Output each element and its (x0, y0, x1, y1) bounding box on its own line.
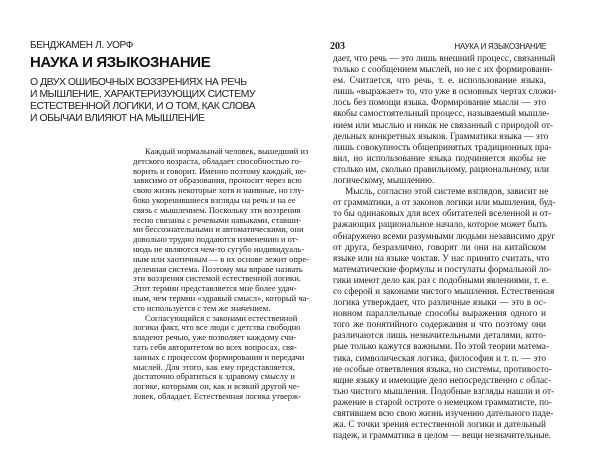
text-line: со сферой и законами чистого мышления. Естественная (333, 286, 555, 297)
text-line: то бы одинаковых для всех обитателей вселенной и от- (333, 209, 552, 220)
text-line: Согласующийся с законами естественной (145, 312, 298, 323)
text-line: сто используется с тем же значением. (133, 302, 271, 313)
subtitle-line: О ДВУХ ОШИБОЧНЫХ ВОЗЗРЕНИЯХ НА РЕЧЬ (30, 77, 247, 88)
text-line: лось без помощи языка. Формирование мысли — это (333, 98, 546, 109)
text-line: владеют речью, уже позволяет каждому счи- (133, 332, 297, 343)
text-line: нием или мыслью и никак не связанный с природой от- (333, 120, 554, 131)
subtitle-line: ЕСТЕСТВЕННОЙ ЛОГИКИ, И О ТОМ, КАК СЛОВА (30, 101, 256, 112)
text-line: не особые ответвления языка, но системы, противосто- (333, 364, 552, 375)
text-line: столько им, сколько правильному, рациональному, или (333, 164, 550, 175)
text-line: логики факт, что все люди с детства свободно (133, 322, 301, 333)
text-line: тесно связаны с речевыми навыками, ставши- (133, 214, 302, 225)
text-line: достаточно обратиться к здравому смыслу и (133, 371, 295, 382)
text-line: ным, чем термин «здравый смысл», который ча- (133, 292, 310, 303)
text-line: детского возраста, обладает способностью го- (133, 155, 302, 166)
text-line: от грамматики, а от законов логики или мышления, буд- (333, 198, 556, 209)
text-line: зависимо от образования, проносит через всю (133, 175, 302, 186)
text-line: различаются лишь незначительными деталями, кото- (333, 331, 546, 342)
chapter-title: НАУКА И ЯЗЫКОЗНАНИЕ (30, 54, 211, 71)
text-line: мыслей. Для этого, как ему представляется, (133, 361, 295, 372)
paragraph (133, 146, 310, 314)
text-line: ловек, обладает. Естественная логика утверж- (133, 390, 301, 401)
left-body-text (133, 146, 310, 402)
right-body-text (333, 54, 557, 442)
text-line: жа. С точки зрения естественной логики и дательный (333, 420, 546, 431)
text-line: обнаружено всеми разумными людьми независимо друг (333, 231, 556, 242)
text-line: логике, которыми он, как и всякий другой че- (133, 381, 300, 392)
text-line: ми бессознательными и автоматическими, они (133, 224, 304, 235)
text-line: Этот термин представляется мне более удач- (133, 283, 297, 294)
text-line: математические формулы и постулаты формальной ло- (333, 264, 552, 275)
text-line: ем. Считается, что речь, т. е. использование языка, (333, 76, 546, 87)
author-name: БЕНДЖАМЕН Л. УОРФ (30, 40, 134, 51)
text-line: ражающих рациональное начало, которое может быть (333, 220, 547, 231)
text-line: тика, символическая логика, философия и т. п. — это (333, 353, 546, 364)
subtitle-line: И МЫШЛЕНИЕ, ХАРАКТЕРИЗУЮЩИХ СИСТЕМУ (30, 89, 256, 100)
text-line: якобы самостоятельный процесс, называемый мышле- (333, 109, 550, 120)
text-line: довольно трудно поддаются изменению и от- (133, 234, 299, 245)
text-line: только с сообщением мыслей, но не с их формировани- (333, 65, 553, 76)
subtitle-line: И ОБЫЧАИ ВЛИЯЮТ НА МЫШЛЕНИЕ (30, 113, 205, 124)
text-line: нюдь не являются чем-то сугубо индивидуаль- (133, 243, 305, 254)
text-line: тью чистого мышления. Подобные взгляды нашли и от- (333, 386, 555, 397)
text-line: эти воззрения системой естественной логики. (133, 273, 301, 284)
text-line: связь с мышлением. Поскольку эти воззрения (133, 204, 301, 215)
text-line: свою жизнь некоторые хотя и наивные, но глу- (133, 185, 305, 196)
text-line: Каждый нормальный человек, вышедший из (145, 146, 309, 156)
text-line: падеж, и грамматика в целом — вещи незначительные. (333, 431, 552, 442)
text-line: логическому, мышлению. (333, 176, 435, 187)
page-number: 203 (330, 41, 345, 52)
text-line: гики имеют дело как раз с подобными явлениями, т. е. (333, 275, 549, 286)
chapter-subtitle (30, 77, 270, 125)
text-line: лишь «выражает» то, что уже в основных чертах сложи- (333, 87, 557, 98)
text-line: ящие языку и имеющие дело непосредственно с облас- (333, 375, 552, 386)
text-line: рые только кажутся важными. По этой теории матема- (333, 342, 549, 353)
text-line: ворить и говорит. Именно поэтому каждый, не- (133, 165, 307, 176)
text-line: языке или на языке чоктав. У нас принято считать, что (333, 253, 550, 264)
text-line: тать себя авторитетом во всех вопросах, свя- (133, 341, 297, 352)
text-line: дает, что речь — это лишь внешний процесс, связанный (333, 54, 556, 64)
text-line: вил, но использование языка подчиняется якобы не (333, 153, 546, 164)
paragraph (333, 187, 556, 442)
running-head: НАУКА И ЯЗЫКОЗНАНИЕ (454, 42, 546, 51)
text-line: ным или хаотичным — в их основе лежит опре- (133, 253, 310, 264)
text-line: от друга, безразлично, говорят ли они на китайском (333, 242, 546, 253)
text-line: дельных конкретных языков. Грамматика языка — это (333, 131, 549, 142)
text-line: новном параллельные способы выражения одного и (333, 309, 546, 320)
text-line: деленная система. Поэтому мы вправе назвать (133, 263, 303, 274)
paragraph (333, 54, 557, 187)
text-line: боко укоренившиеся взгляды на речь и на ее (133, 194, 296, 205)
text-line: святившем всю свою жизнь изучению дательного паде- (333, 409, 554, 419)
text-line: ражение в старой остроте о немецком грамматисте, по- (333, 397, 552, 408)
right-page (300, 0, 600, 467)
text-line: того же понятийного содержания и что поэтому они (333, 320, 546, 331)
text-line: занных с процессом формирования и передачи (133, 351, 305, 362)
text-line: логика утверждает, что различные языки — это в ос- (333, 298, 546, 309)
text-line: Мысль, согласно этой системе взглядов, зависит не (345, 187, 549, 198)
paragraph (133, 312, 305, 402)
text-line: лишь совокупность общепринятых традиционных пра- (333, 142, 552, 153)
